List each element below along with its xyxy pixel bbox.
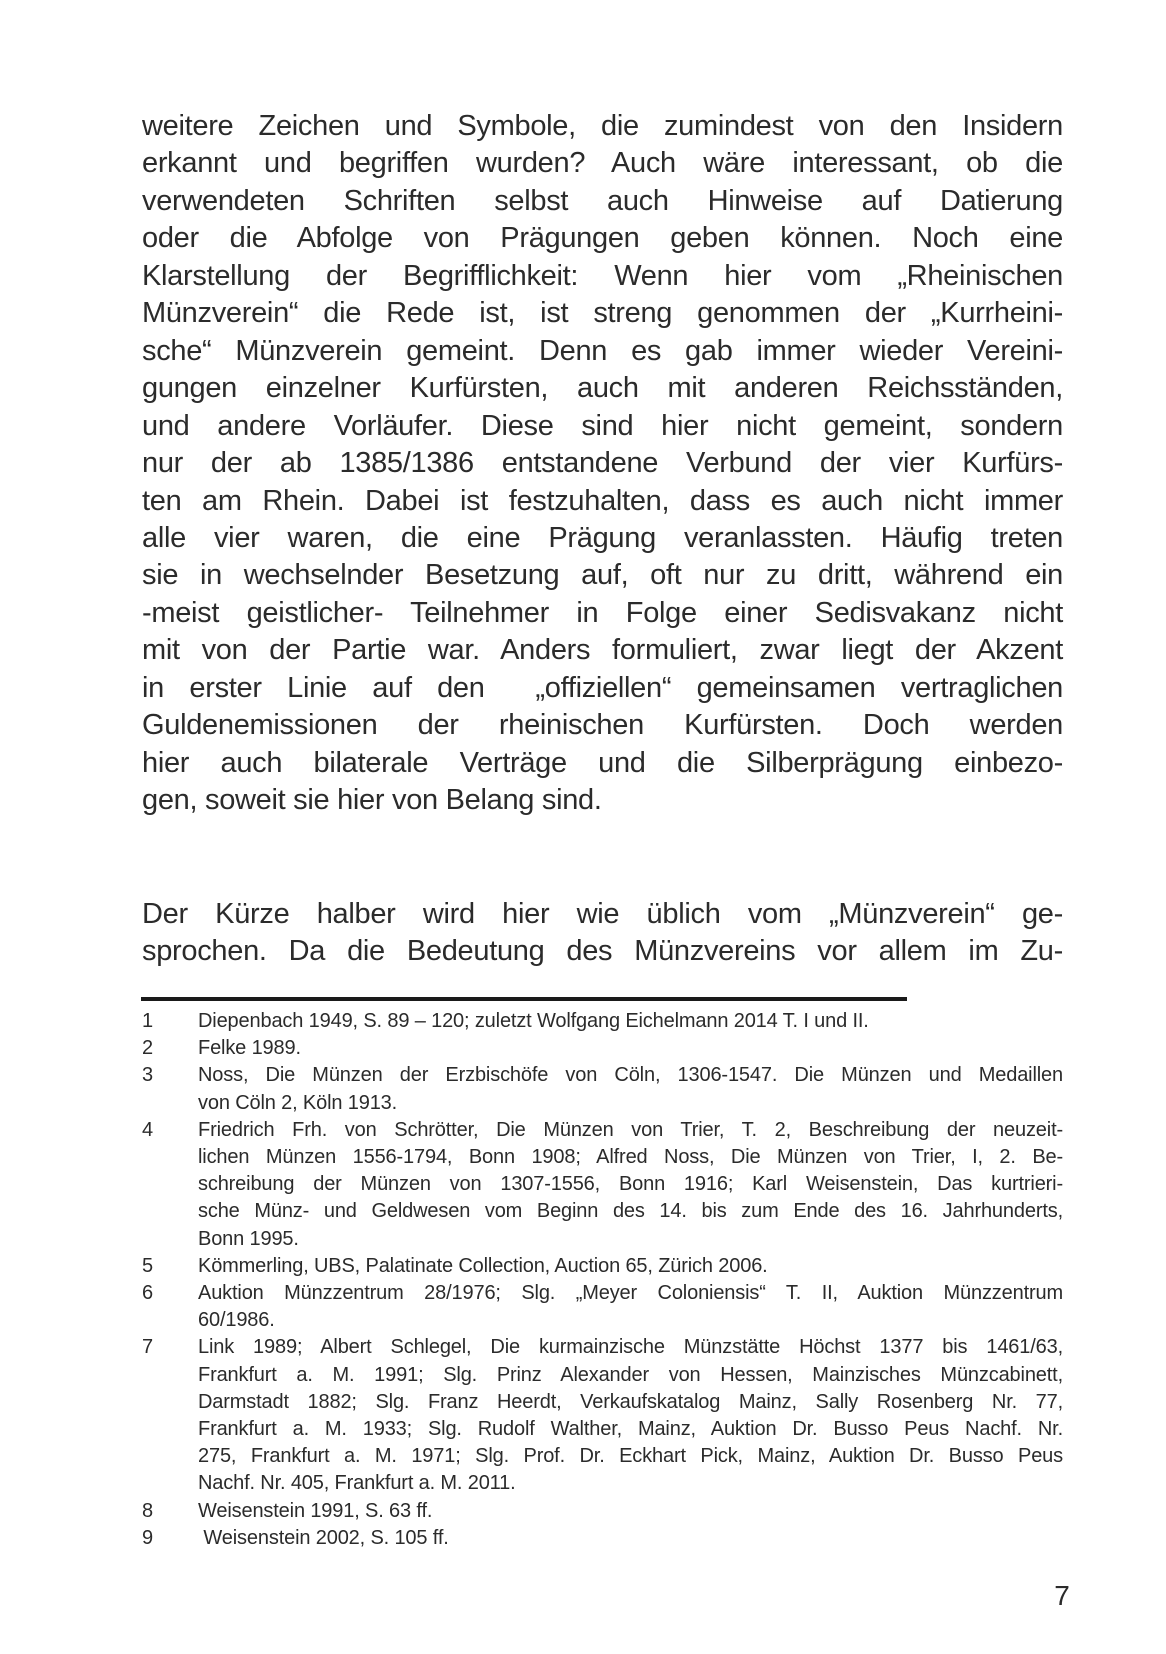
footnote-item xyxy=(142,1062,1063,1116)
footnote-number: 1 xyxy=(142,1010,154,1032)
body-text xyxy=(142,108,1063,971)
footnote-text xyxy=(198,1117,1063,1253)
footnote-number: 8 xyxy=(142,1499,154,1522)
text-line: mit von der Partie war. Anders formuliert, zwar liegt der Akzent xyxy=(142,634,1063,667)
footnote-item xyxy=(142,1035,1063,1062)
footnote-line: 60/1986. xyxy=(198,1309,275,1332)
footnote-line: lichen Münzen 1556-1794, Bonn 1908; Alfred Noss, Die Münzen von Trier, I, 2. Be- xyxy=(198,1146,1063,1169)
paragraph xyxy=(142,896,1063,971)
footnote-line: Bonn 1995. xyxy=(198,1227,299,1250)
footnote-item xyxy=(142,1525,1063,1552)
text-line: Münzverein“ die Rede ist, ist streng genommen der „Kurrheini- xyxy=(142,297,1063,330)
text-line: -meist geistlicher- Teilnehmer in Folge einer Sedisvakanz nicht xyxy=(142,596,1063,629)
footnote-text xyxy=(198,1334,1063,1497)
text-line: und andere Vorläufer. Diese sind hier nicht gemeint, sondern xyxy=(142,409,1063,442)
footnote-line: Auktion Münzzentrum 28/1976; Slg. „Meyer Coloniensis“ T. II, Auktion Münzzentrum xyxy=(198,1282,1063,1305)
footnote-separator-rule xyxy=(141,997,907,1001)
footnote-text xyxy=(198,1525,1063,1552)
footnote-text xyxy=(198,1035,1063,1062)
footnote-number: 5 xyxy=(142,1254,154,1277)
footnote-text xyxy=(198,1253,1063,1280)
footnote-line: von Cöln 2, Köln 1913. xyxy=(198,1091,398,1114)
footnote-item xyxy=(142,1117,1063,1253)
footnote-line: Frankfurt a. M. 1933; Slg. Rudolf Walther, Mainz, Auktion Dr. Busso Peus Nachf. Nr. xyxy=(198,1418,1063,1441)
footnote-line: Felke 1989. xyxy=(198,1037,301,1060)
text-line: Klarstellung der Begrifflichkeit: Wenn hier vom „Rheinischen xyxy=(142,259,1063,292)
footnote-number: 7 xyxy=(142,1336,154,1359)
footnote-number: 3 xyxy=(142,1064,154,1087)
footnote-item xyxy=(142,1280,1063,1334)
footnote-text xyxy=(198,1498,1063,1525)
text-line: sprochen. Da die Bedeutung des Münzvereins vor allem im Zu- xyxy=(142,935,1063,968)
text-line: hier auch bilaterale Verträge und die Silberprägung einbezo- xyxy=(142,746,1063,779)
footnote-line: 275, Frankfurt a. M. 1971; Slg. Prof. Dr. Eckhart Pick, Mainz, Auktion Dr. Busso Peus xyxy=(198,1445,1063,1468)
footnote-item xyxy=(142,1498,1063,1525)
text-line: sche“ Münzverein gemeint. Denn es gab immer wieder Vereini- xyxy=(142,334,1063,367)
footnote-line: Friedrich Frh. von Schrötter, Die Münzen von Trier, T. 2, Beschreibung der neuzeit- xyxy=(198,1118,1063,1141)
footnote-text xyxy=(198,1008,1063,1035)
text-line: verwendeten Schriften selbst auch Hinweise auf Datierung xyxy=(142,184,1063,217)
footnote-number: 6 xyxy=(142,1282,154,1305)
footnote-number: 2 xyxy=(142,1037,154,1060)
text-line: Der Kürze halber wird hier wie üblich vom „Münzverein“ ge- xyxy=(142,897,1063,930)
text-line: Guldenemissionen der rheinischen Kurfürsten. Doch werden xyxy=(142,709,1063,742)
footnote-line: Frankfurt a. M. 1991; Slg. Prinz Alexander von Hessen, Mainzisches Münzcabinett, xyxy=(198,1363,1063,1386)
footnote-item xyxy=(142,1008,1063,1035)
footnote-line: Weisenstein 1991, S. 63 ff. xyxy=(198,1499,433,1522)
footnotes xyxy=(142,1008,1063,1552)
footnote-item xyxy=(142,1334,1063,1497)
text-line: in erster Linie auf den „offiziellen“ gemeinsamen vertraglichen xyxy=(142,671,1063,704)
text-line: sie in wechselnder Besetzung auf, oft nur zu dritt, während ein xyxy=(142,559,1063,592)
footnote-text xyxy=(198,1062,1063,1116)
text-line: alle vier waren, die eine Prägung veranlassten. Häufig treten xyxy=(142,521,1063,554)
footnote-line: Weisenstein 2002, S. 105 ff. xyxy=(198,1526,449,1549)
footnote-line: schreibung der Münzen von 1307-1556, Bonn 1916; Karl Weisenstein, Das kurtrieri- xyxy=(198,1173,1063,1196)
footnote-line: Darmstadt 1882; Slg. Franz Heerdt, Verkaufskatalog Mainz, Sally Rosenberg Nr. 77, xyxy=(198,1390,1063,1413)
text-line: weitere Zeichen und Symbole, die zumindest von den Insidern xyxy=(142,110,1063,142)
footnote-line: sche Münz- und Geldwesen vom Beginn des 14. bis zum Ende des 16. Jahrhunderts, xyxy=(198,1200,1063,1223)
text-line: gungen einzelner Kurfürsten, auch mit anderen Reichsständen, xyxy=(142,372,1063,405)
page-number: 7 xyxy=(1054,1580,1070,1611)
text-line: oder die Abfolge von Prägungen geben können. Noch eine xyxy=(142,222,1063,255)
footnote-line: Diepenbach 1949, S. 89 – 120; zuletzt Wolfgang Eichelmann 2014 T. I und II. xyxy=(198,1010,869,1032)
text-line: gen, soweit sie hier von Belang sind. xyxy=(142,784,602,817)
footnote-line: Kömmerling, UBS, Palatinate Collection, Auction 65, Zürich 2006. xyxy=(198,1254,768,1277)
footnote-item xyxy=(142,1253,1063,1280)
footnote-number: 4 xyxy=(142,1118,154,1141)
footnote-number: 9 xyxy=(142,1526,154,1549)
text-line: nur der ab 1385/1386 entstandene Verbund der vier Kurfürs- xyxy=(142,447,1063,480)
footnote-line: Noss, Die Münzen der Erzbischöfe von Cöln, 1306-1547. Die Münzen und Medaillen xyxy=(198,1064,1063,1087)
text-line: ten am Rhein. Dabei ist festzuhalten, dass es auch nicht immer xyxy=(142,484,1063,517)
paragraph xyxy=(142,108,1063,820)
footnote-line: Link 1989; Albert Schlegel, Die kurmainzische Münzstätte Höchst 1377 bis 1461/63, xyxy=(198,1336,1063,1359)
footnote-text xyxy=(198,1280,1063,1334)
text-line: erkannt und begriffen wurden? Auch wäre interessant, ob die xyxy=(142,147,1063,180)
footnote-line: Nachf. Nr. 405, Frankfurt a. M. 2011. xyxy=(198,1472,516,1495)
